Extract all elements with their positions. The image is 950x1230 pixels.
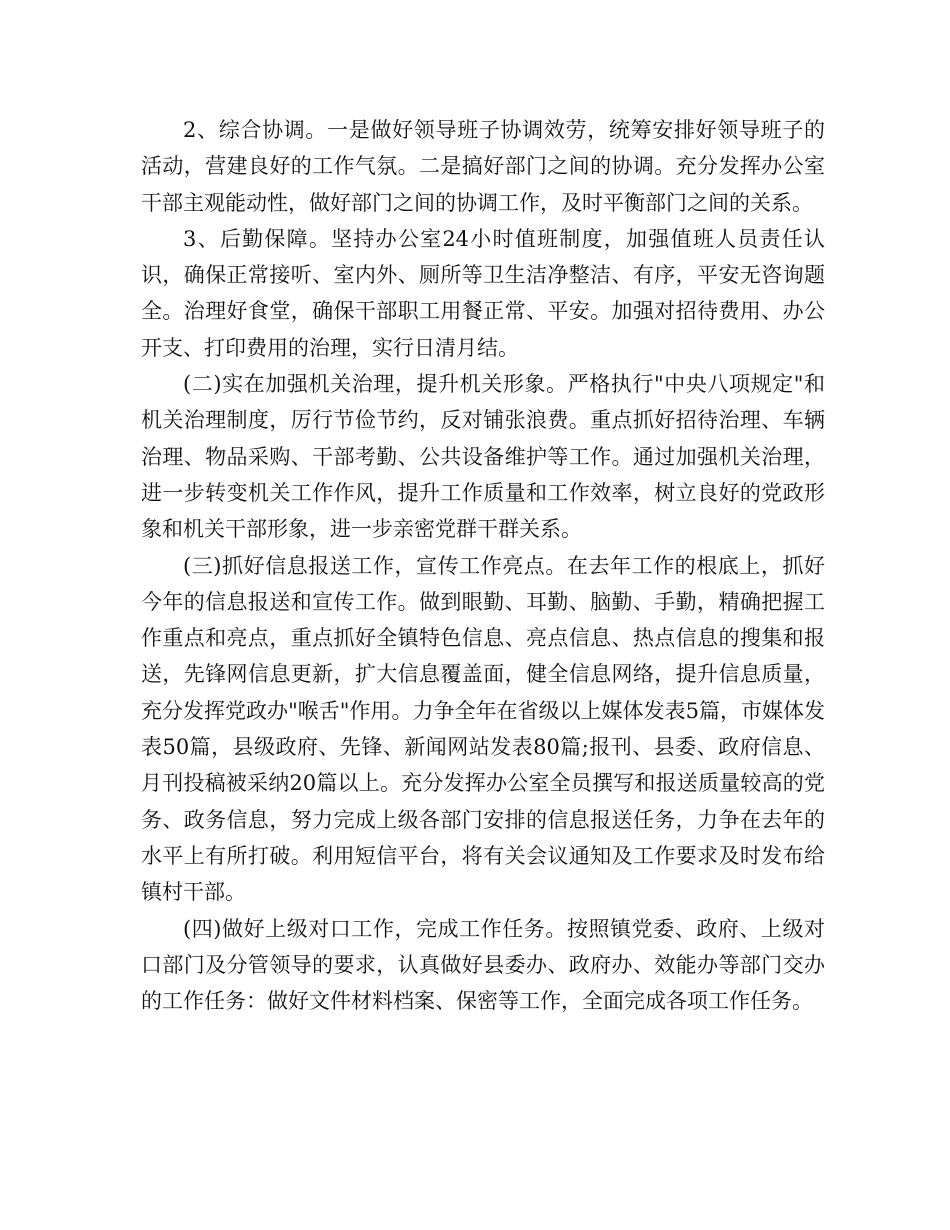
paragraph-superior-counterpart-work: (四)做好上级对口工作，完成工作任务。按照镇党委、政府、上级对口部门及分管领导的要求，认真做好县委办、政府办、效能办等部门交办的工作任务：做好文件材料档案、保密等工作，全面完成各项工作任务。 (141, 916, 825, 1014)
document-page (141, 112, 825, 1019)
paragraph-logistics-support: 3、后勤保障。坚持办公室24小时值班制度，加强值班人员责任认识，确保正常接听、室内外、厕所等卫生洁净整洁、有序，平安无咨询题全。治理好食堂，确保干部职工用餐正常、平安。加强对招待费用、办公开支、打印费用的治理，实行日清月结。 (141, 226, 825, 360)
paragraph-organ-management: (二)实在加强机关治理，提升机关形象。严格执行"中央八项规定"和机关治理制度，厉行节俭节约，反对铺张浪费。重点抓好招待治理、车辆治理、物品采购、干部考勤、公共设备维护等工作。通过加强机关治理，进一步转变机关工作作风，提升工作质量和工作效率，树立良好的党政形象和机关干部形象，进一步亲密党群干群关系。 (141, 372, 825, 542)
paragraph-comprehensive-coordination: 2、综合协调。一是做好领导班子协调效劳，统筹安排好领导班子的活动，营建良好的工作气氛。二是搞好部门之间的协调。充分发挥办公室干部主观能动性，做好部门之间的协调工作，及时平衡部门之间的关系。 (141, 118, 825, 215)
paragraph-information-reporting: (三)抓好信息报送工作，宣传工作亮点。在去年工作的根底上，抓好今年的信息报送和宣传工作。做到眼勤、耳勤、脑勤、手勤，精确把握工作重点和亮点，重点抓好全镇特色信息、亮点信息、热点信息的搜集和报送，先锋网信息更新，扩大信息覆盖面，健全信息网络，提升信息质量，充分发挥党政办"喉舌"作用。力争全年在省级以上媒体发表5篇，市媒体发表50篇，县级政府、先锋、新闻网站发表80篇;报刊、县委、政府信息、月刊投稿被采纳20篇以上。充分发挥办公室全员撰写和报送质量较高的党务、政务信息，努力完成上级各部门安排的信息报送任务，力争在去年的水平上有所打破。利用短信平台，将有关会议通知及工作要求及时发布给镇村干部。 (141, 553, 825, 905)
